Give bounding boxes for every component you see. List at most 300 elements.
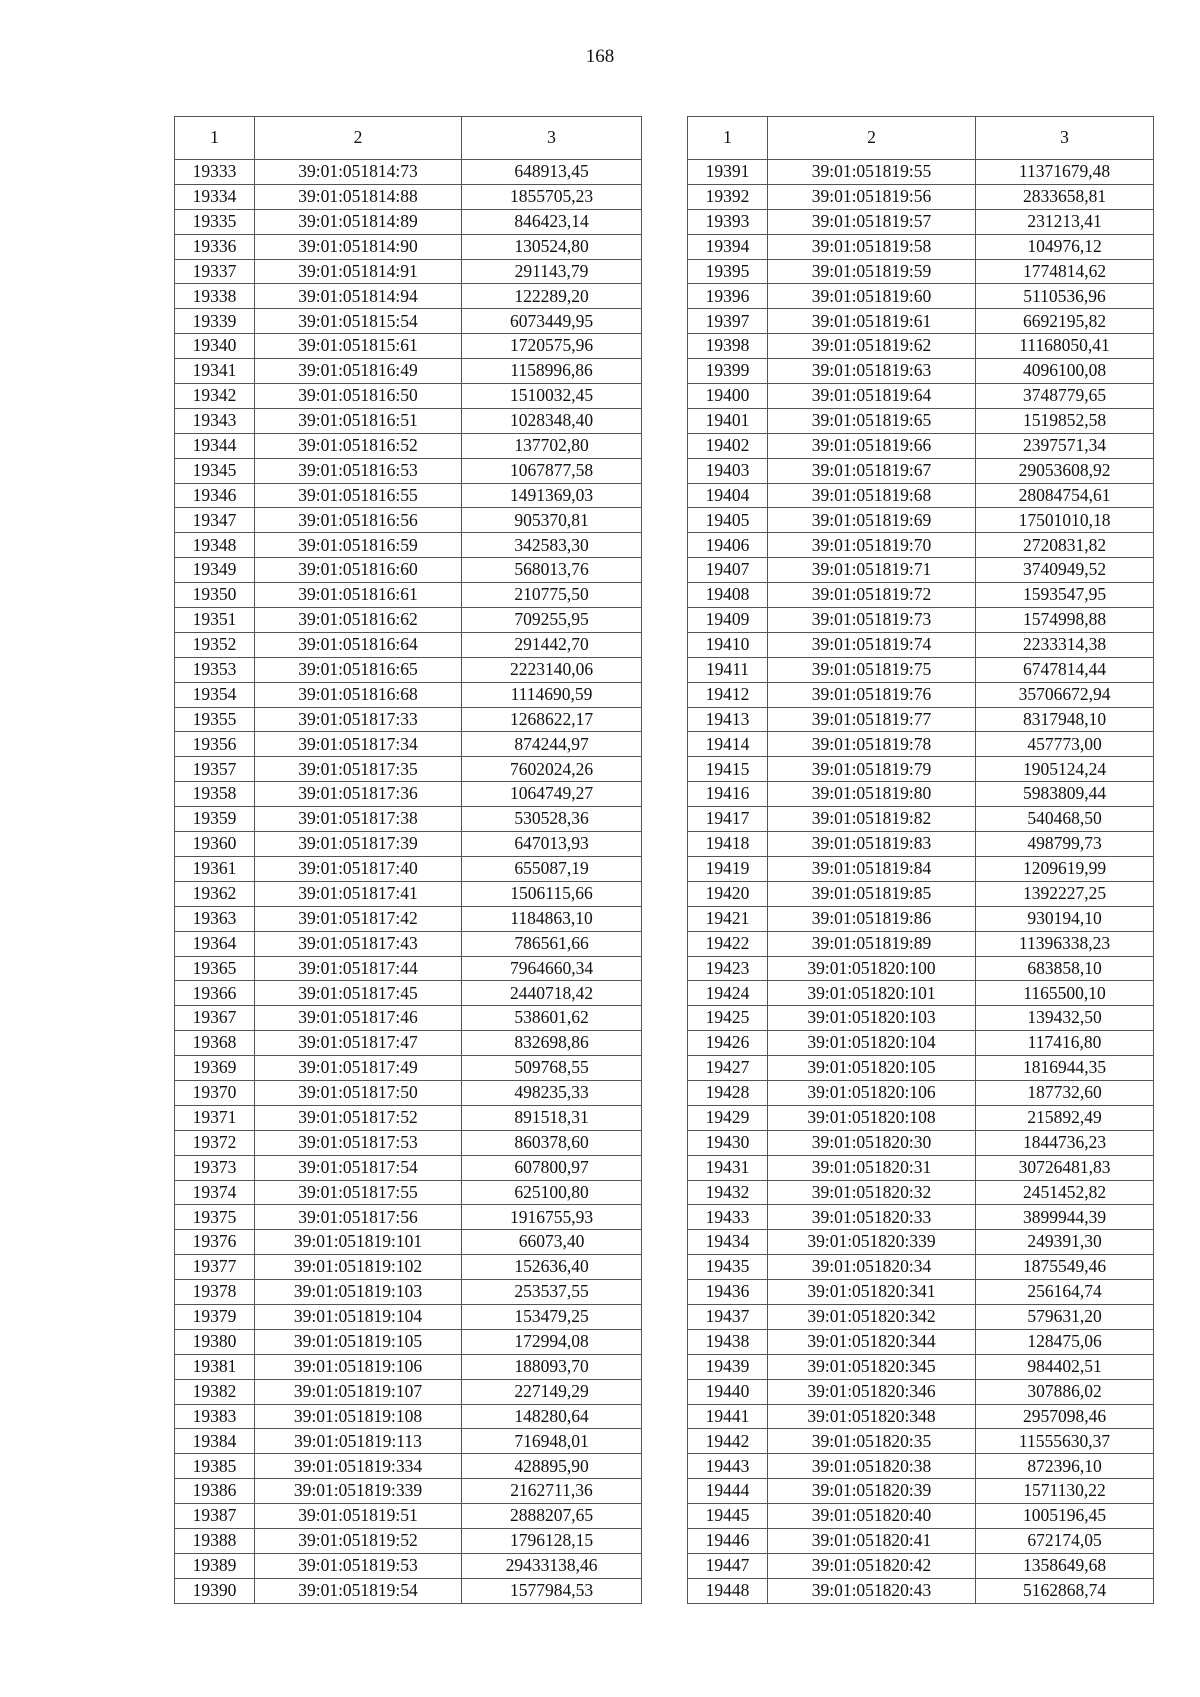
table-row [175,483,642,508]
row-number-cell: 19415 [688,757,768,782]
row-number-cell: 19404 [688,483,768,508]
value-cell: 509768,55 [462,1056,642,1081]
row-number-cell: 19414 [688,732,768,757]
cadastral-number-cell: 39:01:051819:55 [768,160,976,185]
table-row [688,359,1154,384]
row-number-cell: 19374 [175,1180,255,1205]
value-cell: 1519852,58 [976,408,1154,433]
value-cell: 227149,29 [462,1379,642,1404]
table-row [175,284,642,309]
row-number-cell: 19395 [688,259,768,284]
row-number-cell: 19380 [175,1329,255,1354]
table-row [175,956,642,981]
cadastral-number-cell: 39:01:051819:80 [768,782,976,807]
table-row [688,1180,1154,1205]
cadastral-number-cell: 39:01:051819:84 [768,856,976,881]
row-number-cell: 19351 [175,608,255,633]
value-cell: 648913,45 [462,160,642,185]
table-row [175,309,642,334]
row-number-cell: 19438 [688,1329,768,1354]
cadastral-number-cell: 39:01:051820:33 [768,1205,976,1230]
row-number-cell: 19364 [175,931,255,956]
row-number-cell: 19396 [688,284,768,309]
row-number-cell: 19358 [175,782,255,807]
value-cell: 647013,93 [462,832,642,857]
value-cell: 17501010,18 [976,508,1154,533]
col-header-cadastral: 2 [768,117,976,160]
cadastral-number-cell: 39:01:051817:40 [255,856,462,881]
row-number-cell: 19434 [688,1230,768,1255]
row-number-cell: 19421 [688,906,768,931]
value-cell: 1774814,62 [976,259,1154,284]
table-row [688,1130,1154,1155]
table-row [175,757,642,782]
value-cell: 1158996,86 [462,359,642,384]
value-cell: 210775,50 [462,583,642,608]
row-number-cell: 19426 [688,1031,768,1056]
table-row [688,458,1154,483]
table-row [175,184,642,209]
value-cell: 891518,31 [462,1105,642,1130]
value-cell: 1491369,03 [462,483,642,508]
row-number-cell: 19384 [175,1429,255,1454]
table-row [175,981,642,1006]
table-row [175,259,642,284]
value-cell: 6747814,44 [976,657,1154,682]
value-cell: 7964660,34 [462,956,642,981]
table-row [688,1080,1154,1105]
value-cell: 188093,70 [462,1354,642,1379]
table-row [688,981,1154,1006]
cadastral-number-cell: 39:01:051817:49 [255,1056,462,1081]
value-cell: 1358649,68 [976,1553,1154,1578]
row-number-cell: 19405 [688,508,768,533]
table-row [175,732,642,757]
value-cell: 860378,60 [462,1130,642,1155]
table-row [688,1553,1154,1578]
value-cell: 1028348,40 [462,408,642,433]
table-row [175,707,642,732]
table-row [175,234,642,259]
value-cell: 568013,76 [462,558,642,583]
cadastral-number-cell: 39:01:051819:78 [768,732,976,757]
value-cell: 540468,50 [976,807,1154,832]
table-row [688,1155,1154,1180]
row-number-cell: 19394 [688,234,768,259]
cadastral-number-cell: 39:01:051816:59 [255,533,462,558]
cadastral-number-cell: 39:01:051816:64 [255,632,462,657]
row-number-cell: 19353 [175,657,255,682]
value-cell: 5110536,96 [976,284,1154,309]
cadastral-number-cell: 39:01:051819:57 [768,209,976,234]
row-number-cell: 19440 [688,1379,768,1404]
cadastral-number-cell: 39:01:051820:39 [768,1479,976,1504]
value-cell: 11396338,23 [976,931,1154,956]
table-row [175,782,642,807]
table-row [175,832,642,857]
value-cell: 104976,12 [976,234,1154,259]
cadastral-number-cell: 39:01:051819:59 [768,259,976,284]
row-number-cell: 19370 [175,1080,255,1105]
cadastral-number-cell: 39:01:051819:108 [255,1404,462,1429]
value-cell: 1268622,17 [462,707,642,732]
table-row [688,1205,1154,1230]
cadastral-number-cell: 39:01:051819:79 [768,757,976,782]
row-number-cell: 19348 [175,533,255,558]
row-number-cell: 19446 [688,1528,768,1553]
row-number-cell: 19367 [175,1006,255,1031]
table-row [688,558,1154,583]
row-number-cell: 19347 [175,508,255,533]
row-number-cell: 19381 [175,1354,255,1379]
value-cell: 672174,05 [976,1528,1154,1553]
table-row [688,1006,1154,1031]
row-number-cell: 19428 [688,1080,768,1105]
row-number-cell: 19354 [175,682,255,707]
cadastral-number-cell: 39:01:051819:82 [768,807,976,832]
cadastral-number-cell: 39:01:051819:75 [768,657,976,682]
cadastral-number-cell: 39:01:051819:56 [768,184,976,209]
row-number-cell: 19344 [175,433,255,458]
table-row [688,608,1154,633]
table-row [688,309,1154,334]
row-number-cell: 19346 [175,483,255,508]
value-cell: 11555630,37 [976,1429,1154,1454]
table-row [175,1280,642,1305]
cadastral-number-cell: 39:01:051817:36 [255,782,462,807]
row-number-cell: 19360 [175,832,255,857]
cadastral-number-cell: 39:01:051819:85 [768,881,976,906]
table-row [688,1031,1154,1056]
table-row [175,433,642,458]
value-cell: 122289,20 [462,284,642,309]
value-cell: 1506115,66 [462,881,642,906]
cadastral-number-cell: 39:01:051819:107 [255,1379,462,1404]
row-number-cell: 19389 [175,1553,255,1578]
cadastral-number-cell: 39:01:051820:42 [768,1553,976,1578]
table-row [175,1130,642,1155]
table-row [175,1230,642,1255]
cadastral-number-cell: 39:01:051819:106 [255,1354,462,1379]
row-number-cell: 19393 [688,209,768,234]
cadastral-number-cell: 39:01:051817:45 [255,981,462,1006]
row-number-cell: 19417 [688,807,768,832]
row-number-cell: 19401 [688,408,768,433]
value-cell: 872396,10 [976,1454,1154,1479]
table-row [175,657,642,682]
cadastral-number-cell: 39:01:051816:68 [255,682,462,707]
table-row [688,209,1154,234]
cadastral-number-cell: 39:01:051816:49 [255,359,462,384]
table-row [688,657,1154,682]
cadastral-number-cell: 39:01:051820:31 [768,1155,976,1180]
value-cell: 130524,80 [462,234,642,259]
value-cell: 6073449,95 [462,309,642,334]
row-number-cell: 19442 [688,1429,768,1454]
table-row [175,1578,642,1603]
table-row [175,160,642,185]
value-cell: 1720575,96 [462,334,642,359]
value-cell: 8317948,10 [976,707,1154,732]
row-number-cell: 19425 [688,1006,768,1031]
row-number-cell: 19399 [688,359,768,384]
table-row [688,1105,1154,1130]
value-cell: 428895,90 [462,1454,642,1479]
row-number-cell: 19372 [175,1130,255,1155]
table-row [688,334,1154,359]
table-row [688,234,1154,259]
value-cell: 2888207,65 [462,1504,642,1529]
cadastral-number-cell: 39:01:051819:54 [255,1578,462,1603]
cadastral-number-cell: 39:01:051814:89 [255,209,462,234]
value-cell: 1005196,45 [976,1504,1154,1529]
table-row [175,1379,642,1404]
value-cell: 2720831,82 [976,533,1154,558]
cadastral-number-cell: 39:01:051814:91 [255,259,462,284]
cadastral-number-cell: 39:01:051820:101 [768,981,976,1006]
row-number-cell: 19341 [175,359,255,384]
row-number-cell: 19420 [688,881,768,906]
row-number-cell: 19410 [688,632,768,657]
table-row [688,1528,1154,1553]
cadastral-number-cell: 39:01:051819:339 [255,1479,462,1504]
row-number-cell: 19359 [175,807,255,832]
cadastral-number-cell: 39:01:051820:43 [768,1578,976,1603]
value-cell: 2833658,81 [976,184,1154,209]
value-cell: 1593547,95 [976,583,1154,608]
table-row [688,160,1154,185]
table-row [688,881,1154,906]
cadastral-number-cell: 39:01:051819:69 [768,508,976,533]
row-number-cell: 19343 [175,408,255,433]
table-row [688,757,1154,782]
cadastral-number-cell: 39:01:051819:58 [768,234,976,259]
row-number-cell: 19411 [688,657,768,682]
value-cell: 1916755,93 [462,1205,642,1230]
table-row [688,1255,1154,1280]
value-cell: 3899944,39 [976,1205,1154,1230]
cadastral-number-cell: 39:01:051819:102 [255,1255,462,1280]
row-number-cell: 19437 [688,1304,768,1329]
row-number-cell: 19349 [175,558,255,583]
row-number-cell: 19337 [175,259,255,284]
table-row [175,384,642,409]
cadastral-number-cell: 39:01:051816:51 [255,408,462,433]
row-number-cell: 19375 [175,1205,255,1230]
value-cell: 139432,50 [976,1006,1154,1031]
table-row [175,1006,642,1031]
cadastral-number-cell: 39:01:051819:62 [768,334,976,359]
row-number-cell: 19403 [688,458,768,483]
value-cell: 11371679,48 [976,160,1154,185]
cadastral-number-cell: 39:01:051817:53 [255,1130,462,1155]
table-row [688,707,1154,732]
row-number-cell: 19408 [688,583,768,608]
right-table [687,116,1154,1604]
value-cell: 786561,66 [462,931,642,956]
value-cell: 3740949,52 [976,558,1154,583]
cadastral-number-cell: 39:01:051819:67 [768,458,976,483]
cadastral-number-cell: 39:01:051817:50 [255,1080,462,1105]
table-row [175,458,642,483]
col-header-value: 3 [462,117,642,160]
value-cell: 342583,30 [462,533,642,558]
row-number-cell: 19355 [175,707,255,732]
cadastral-number-cell: 39:01:051819:83 [768,832,976,857]
cadastral-number-cell: 39:01:051816:60 [255,558,462,583]
cadastral-number-cell: 39:01:051817:56 [255,1205,462,1230]
row-number-cell: 19416 [688,782,768,807]
value-cell: 716948,01 [462,1429,642,1454]
table-row [688,1404,1154,1429]
row-number-cell: 19363 [175,906,255,931]
table-row [688,1429,1154,1454]
row-number-cell: 19392 [688,184,768,209]
value-cell: 291442,70 [462,632,642,657]
value-cell: 172994,08 [462,1329,642,1354]
cadastral-number-cell: 39:01:051817:52 [255,1105,462,1130]
table-row [175,1080,642,1105]
value-cell: 498235,33 [462,1080,642,1105]
row-number-cell: 19436 [688,1280,768,1305]
table-row [175,1205,642,1230]
row-number-cell: 19335 [175,209,255,234]
row-number-cell: 19418 [688,832,768,857]
cadastral-number-cell: 39:01:051819:53 [255,1553,462,1578]
table-row [175,1504,642,1529]
cadastral-number-cell: 39:01:051819:101 [255,1230,462,1255]
table-row [175,1155,642,1180]
row-number-cell: 19423 [688,956,768,981]
cadastral-number-cell: 39:01:051814:73 [255,160,462,185]
row-number-cell: 19390 [175,1578,255,1603]
table-row [175,807,642,832]
table-row [175,1031,642,1056]
value-cell: 187732,60 [976,1080,1154,1105]
col-header-number: 1 [688,117,768,160]
table-row [175,558,642,583]
row-number-cell: 19430 [688,1130,768,1155]
cadastral-number-cell: 39:01:051816:55 [255,483,462,508]
value-cell: 530528,36 [462,807,642,832]
value-cell: 498799,73 [976,832,1154,857]
value-cell: 3748779,65 [976,384,1154,409]
value-cell: 930194,10 [976,906,1154,931]
row-number-cell: 19409 [688,608,768,633]
value-cell: 4096100,08 [976,359,1154,384]
table-row [175,1056,642,1081]
value-cell: 1064749,27 [462,782,642,807]
row-number-cell: 19340 [175,334,255,359]
table-row [175,1429,642,1454]
row-number-cell: 19413 [688,707,768,732]
cadastral-number-cell: 39:01:051819:70 [768,533,976,558]
row-number-cell: 19334 [175,184,255,209]
cadastral-number-cell: 39:01:051817:55 [255,1180,462,1205]
table-row [688,1504,1154,1529]
value-cell: 128475,06 [976,1329,1154,1354]
row-number-cell: 19400 [688,384,768,409]
row-number-cell: 19352 [175,632,255,657]
value-cell: 5983809,44 [976,782,1154,807]
value-cell: 625100,80 [462,1180,642,1205]
value-cell: 1796128,15 [462,1528,642,1553]
cadastral-number-cell: 39:01:051817:46 [255,1006,462,1031]
row-number-cell: 19387 [175,1504,255,1529]
cadastral-number-cell: 39:01:051819:63 [768,359,976,384]
row-number-cell: 19391 [688,160,768,185]
cadastral-number-cell: 39:01:051819:65 [768,408,976,433]
row-number-cell: 19369 [175,1056,255,1081]
value-cell: 1875549,46 [976,1255,1154,1280]
row-number-cell: 19339 [175,309,255,334]
row-number-cell: 19386 [175,1479,255,1504]
table-row [688,1280,1154,1305]
row-number-cell: 19356 [175,732,255,757]
row-number-cell: 19448 [688,1578,768,1603]
col-header-number: 1 [175,117,255,160]
table-row [688,1454,1154,1479]
row-number-cell: 19444 [688,1479,768,1504]
value-cell: 29053608,92 [976,458,1154,483]
cadastral-number-cell: 39:01:051820:345 [768,1354,976,1379]
cadastral-number-cell: 39:01:051814:90 [255,234,462,259]
table-row [688,284,1154,309]
value-cell: 2440718,42 [462,981,642,1006]
table-row [175,334,642,359]
cadastral-number-cell: 39:01:051820:348 [768,1404,976,1429]
cadastral-number-cell: 39:01:051817:54 [255,1155,462,1180]
table-row [688,1379,1154,1404]
cadastral-number-cell: 39:01:051816:53 [255,458,462,483]
row-number-cell: 19388 [175,1528,255,1553]
cadastral-number-cell: 39:01:051819:51 [255,1504,462,1529]
value-cell: 1209619,99 [976,856,1154,881]
value-cell: 2233314,38 [976,632,1154,657]
row-number-cell: 19361 [175,856,255,881]
right-table-body [688,160,1154,1604]
cadastral-number-cell: 39:01:051819:76 [768,682,976,707]
cadastral-number-cell: 39:01:051820:35 [768,1429,976,1454]
table-row [688,832,1154,857]
cadastral-number-cell: 39:01:051820:103 [768,1006,976,1031]
row-number-cell: 19441 [688,1404,768,1429]
row-number-cell: 19357 [175,757,255,782]
row-number-cell: 19427 [688,1056,768,1081]
table-row [175,682,642,707]
cadastral-number-cell: 39:01:051820:40 [768,1504,976,1529]
value-cell: 1571130,22 [976,1479,1154,1504]
cadastral-number-cell: 39:01:051819:71 [768,558,976,583]
cadastral-number-cell: 39:01:051819:52 [255,1528,462,1553]
cadastral-number-cell: 39:01:051817:42 [255,906,462,931]
table-row [175,906,642,931]
table-row [175,1354,642,1379]
cadastral-number-cell: 39:01:051819:77 [768,707,976,732]
row-number-cell: 19366 [175,981,255,1006]
value-cell: 607800,97 [462,1155,642,1180]
value-cell: 249391,30 [976,1230,1154,1255]
cadastral-number-cell: 39:01:051820:30 [768,1130,976,1155]
table-row [175,931,642,956]
cadastral-number-cell: 39:01:051820:108 [768,1105,976,1130]
table-row [175,533,642,558]
row-number-cell: 19377 [175,1255,255,1280]
table-row [688,483,1154,508]
cadastral-number-cell: 39:01:051817:41 [255,881,462,906]
value-cell: 1184863,10 [462,906,642,931]
table-row [688,384,1154,409]
